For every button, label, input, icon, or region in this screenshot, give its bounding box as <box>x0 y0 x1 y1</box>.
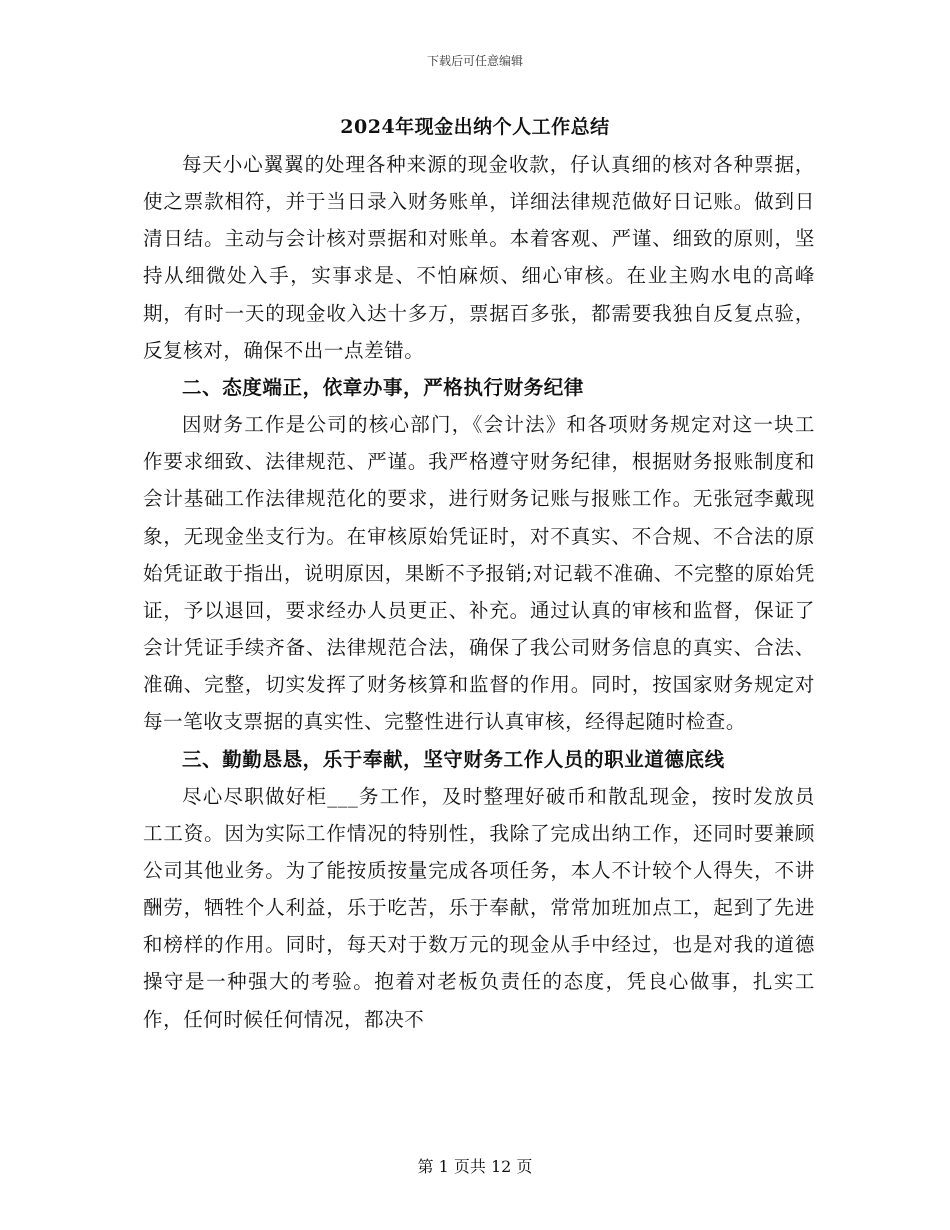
section-heading-3: 三、勤勤恳恳，乐于奉献，坚守财务工作人员的职业道德底线 <box>182 747 725 771</box>
header-note: 下载后可任意编辑 <box>426 54 523 68</box>
document-title: 2024年现金出纳个人工作总结 <box>340 116 610 138</box>
section-heading-2: 二、态度端正，依章办事，严格执行财务纪律 <box>182 375 585 399</box>
page-footer: 第 1 页共 12 页 <box>417 1157 533 1176</box>
paragraph-intro: 每天小心翼翼的处理各种来源的现金收款，仔认真细的核对各种票据，使之票款相符，并于当日录入财务账单，详细法律规范做好日记账。做到日清日结。主动与会计核对票据和对账单。本着客观、严谨、细致的原则，坚持从细微处入手，实事求是、不怕麻烦、细心审核。在业主购水电的高峰期，有时一天的现金收入达十多万，票据百多张，都需要我独自反复点验，反复核对，确保不出一点差错。 <box>143 153 815 362</box>
paragraph-section-2: 因财务工作是公司的核心部门，《会计法》和各项财务规定对这一块工作要求细致、法律规范、严谨。我严格遵守财务纪律，根据财务报账制度和会计基础工作法律规范化的要求，进行财务记账与报账工作。无张冠李戴现象，无现金坐支行为。在审核原始凭证时，对不真实、不合规、不合法的原始凭证敢于指出，说明原因，果断不予报销;对记载不准确、不完整的原始凭证，予以退回，要求经办人员更正、补充。通过认真的审核和监督，保证了会计凭证手续齐备、法律规范合法，确保了我公司财务信息的真实、合法、准确、完整，切实发挥了财务核算和监督的作用。同时，按国家财务规定对每一笔收支票据的真实性、完整性进行认真审核，经得起随时检查。 <box>143 413 815 734</box>
paragraph-section-3: 尽心尽职做好柜___务工作，及时整理好破币和散乱现金，按时发放员工工资。因为实际工作情况的特别性，我除了完成出纳工作，还同时要兼顾公司其他业务。为了能按质按量完成各项任务，本人不计较个人得失，不讲酬劳，牺牲个人利益，乐于吃苦，乐于奉献，常常加班加点工，起到了先进和榜样的作用。同时，每天对于数万元的现金从手中经过，也是对我的道德操守是一种强大的考验。抱着对老板负责任的态度，凭良心做事，扎实工作，任何时候任何情况，都决不 <box>143 784 815 1031</box>
document-body <box>143 146 815 1038</box>
